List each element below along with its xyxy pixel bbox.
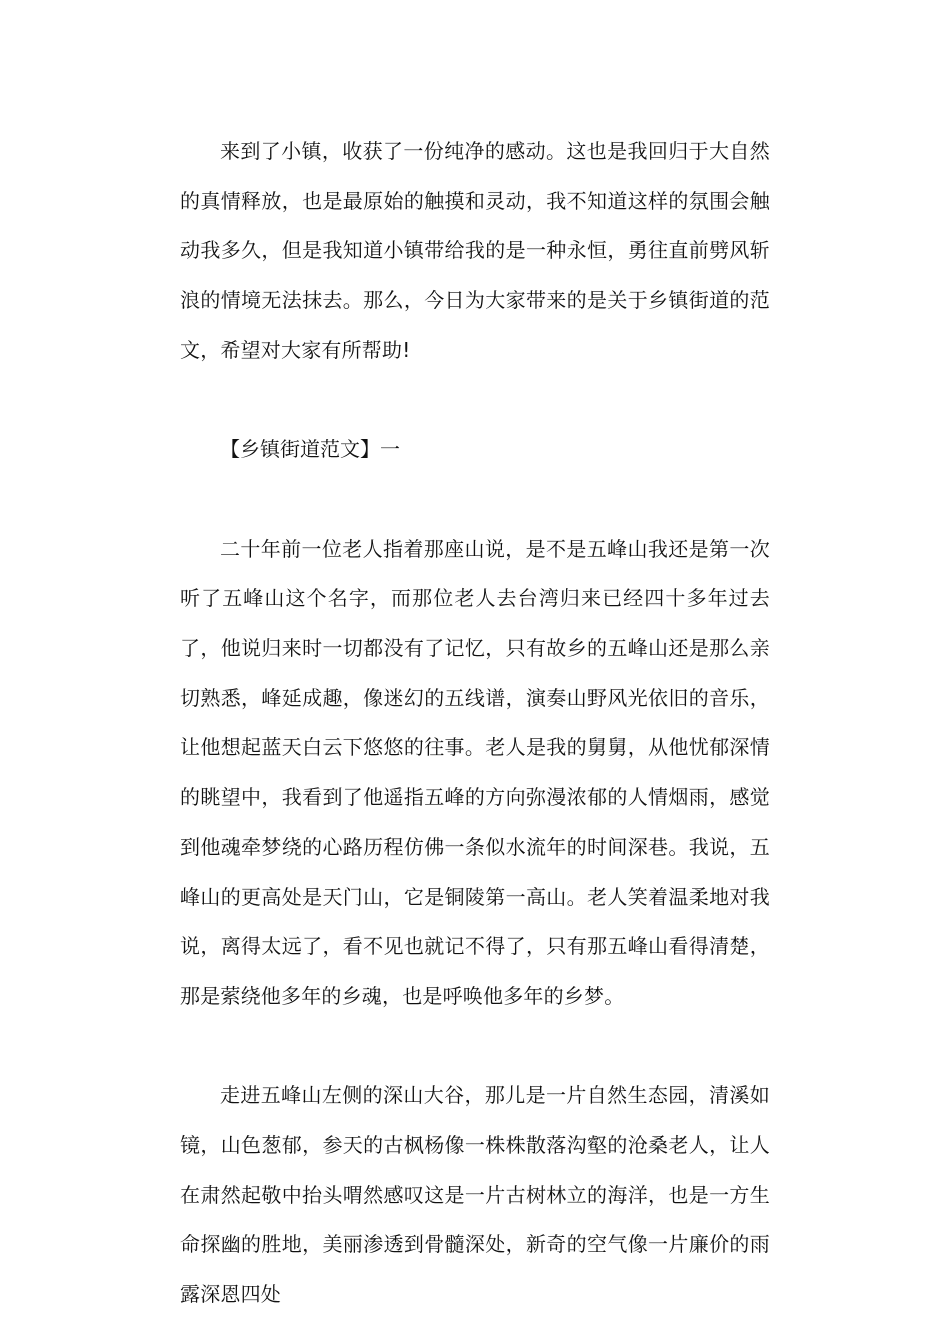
section-heading: 【乡镇街道范文】一 [220,437,400,462]
document-body [180,127,770,1320]
paragraph-spacer [180,1022,770,1072]
body-paragraph-1: 二十年前一位老人指着那座山说，是不是五峰山我还是第一次听了五峰山这个名字，而那位老人去台湾归来已经四十多年过去了，他说归来时一切都没有了记忆，只有故乡的五峰山还是那么亲切熟悉，峰延成趣，像迷幻的五线谱，演奏山野风光依旧的音乐，让他想起蓝天白云下悠悠的往事。老人是我的舅舅，从他忧郁深情的眺望中，我看到了他遥指五峰的方向弥漫浓郁的人情烟雨，感觉到他魂牵梦绕的心路历程仿佛一条似水流年的时间深巷。我说，五峰山的更高处是天门山，它是铜陵第一高山。老人笑着温柔地对我说，离得太远了，看不见也就记不得了，只有那五峰山看得清楚，那是萦绕他多年的乡魂，也是呼唤他多年的乡梦。 [180,536,770,1008]
body-paragraph-2: 走进五峰山左侧的深山大谷，那儿是一片自然生态园，清溪如镜，山色葱郁，参天的古枫杨像一株株散落沟壑的沧桑老人，让人在肃然起敬中抬头喟然感叹这是一片古树林立的海洋，也是一方生命探幽的胜地，美丽渗透到骨髓深处，新奇的空气像一片廉价的雨露深恩四处 [180,1083,770,1307]
paragraph-spacer [180,475,770,525]
paragraph-spacer [180,376,770,426]
intro-paragraph: 来到了小镇，收获了一份纯净的感动。这也是我回归于大自然的真情释放，也是最原始的触摸和灵动，我不知道这样的氛围会触动我多久，但是我知道小镇带给我的是一种永恒，勇往直前劈风斩浪的情境无法抹去。那么，今日为大家带来的是关于乡镇街道的范文，希望对大家有所帮助! [180,139,770,362]
